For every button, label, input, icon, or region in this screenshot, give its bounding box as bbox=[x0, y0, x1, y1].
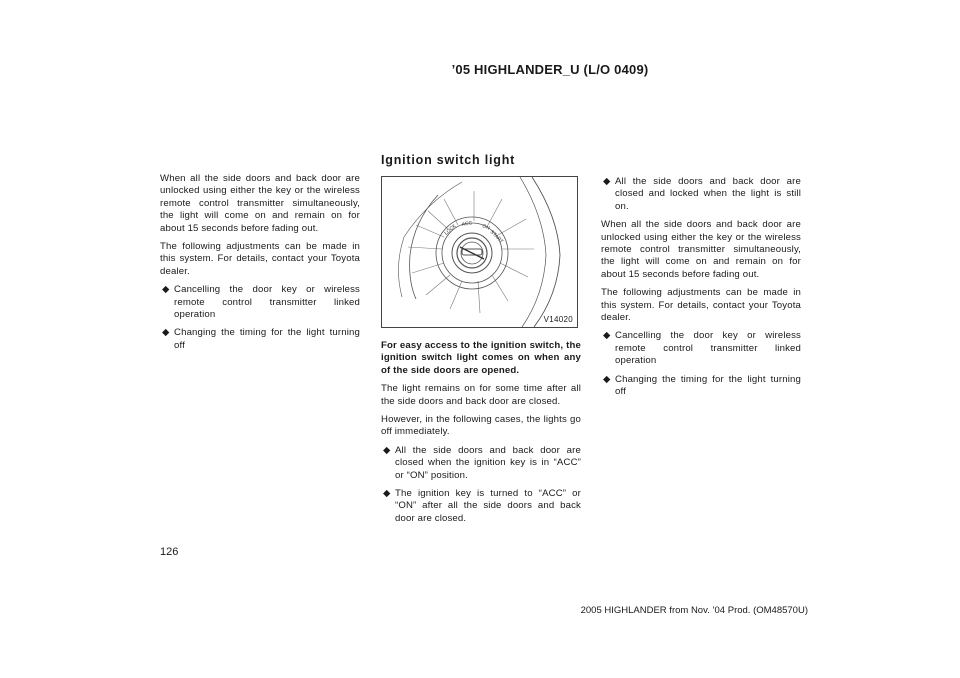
list-item-text: Cancelling the door key or wireless remote control transmitter linked operation bbox=[174, 284, 360, 321]
section-title: Ignition switch light bbox=[381, 153, 516, 167]
document-header: ’05 HIGHLANDER_U (L/O 0409) bbox=[451, 62, 649, 77]
right-column bbox=[601, 176, 801, 405]
document-footer: 2005 HIGHLANDER from Nov. ’04 Prod. (OM48570U) bbox=[580, 605, 808, 616]
diamond-bullet-icon: ◆ bbox=[162, 284, 170, 296]
lead-paragraph: For easy access to the ignition switch, the ignition switch light comes on when any of the side doors are opened. bbox=[381, 340, 581, 376]
ignition-switch-illustration bbox=[382, 177, 577, 327]
diamond-bullet-icon: ◆ bbox=[383, 488, 391, 500]
left-paragraph-1: When all the side doors and back door are unlocked using either the key or the wireless remote control transmitter simultaneously, the light will come on and remain on for about 15 seconds before fading out. bbox=[160, 173, 360, 234]
diamond-bullet-icon: ◆ bbox=[383, 444, 391, 456]
right-paragraph-2: The following adjustments can be made in this system. For details, contact your Toyota dealer. bbox=[601, 287, 801, 324]
list-item bbox=[160, 284, 360, 321]
left-column bbox=[160, 173, 360, 358]
list-item-text: The ignition key is turned to “ACC” or “ON” after all the side doors and back door are closed. bbox=[395, 488, 581, 524]
middle-column bbox=[381, 340, 581, 531]
on-position-label: ON bbox=[481, 223, 491, 232]
list-item-text: Cancelling the door key or wireless remote control transmitter linked operation bbox=[615, 330, 801, 367]
list-item-text: Changing the timing for the light turning off bbox=[174, 327, 360, 351]
middle-bullet-list bbox=[381, 445, 581, 525]
list-item bbox=[601, 330, 801, 367]
page-number: 126 bbox=[160, 546, 179, 558]
diamond-bullet-icon: ◆ bbox=[603, 176, 611, 187]
left-bullet-list bbox=[160, 284, 360, 352]
lock-position-label: LOCK bbox=[443, 223, 458, 237]
left-paragraph-2: The following adjustments can be made in this system. For details, contact your Toyota dealer. bbox=[160, 241, 360, 277]
list-item bbox=[381, 488, 581, 525]
figure-code: V14020 bbox=[543, 315, 573, 324]
list-item bbox=[160, 327, 360, 352]
ignition-switch-figure bbox=[381, 176, 578, 328]
middle-paragraph-2: However, in the following cases, the lights go off immediately. bbox=[381, 414, 581, 438]
middle-paragraph-1: The light remains on for some time after all the side doors and back door are closed. bbox=[381, 383, 581, 407]
right-top-bullet-list bbox=[601, 176, 801, 213]
diamond-bullet-icon: ◆ bbox=[603, 330, 611, 342]
list-item bbox=[601, 374, 801, 399]
right-paragraph-1: When all the side doors and back door are unlocked using either the key or the wireless remote control transmitter simultaneously, the light will come on and remain on for about 15 seconds before fading out. bbox=[601, 219, 801, 280]
list-item-text: Changing the timing for the light turning off bbox=[615, 373, 801, 398]
acc-position-label: ACC bbox=[461, 220, 473, 228]
diamond-bullet-icon: ◆ bbox=[603, 373, 611, 385]
list-item bbox=[601, 176, 801, 213]
list-item bbox=[381, 445, 581, 482]
list-item-text: All the side doors and back door are closed when the ignition key is in “ACC” or “ON” position. bbox=[395, 444, 581, 481]
diamond-bullet-icon: ◆ bbox=[162, 327, 170, 339]
right-bullet-list bbox=[601, 330, 801, 398]
start-position-label: START bbox=[488, 229, 505, 245]
list-item-text: All the side doors and back door are closed and locked when the light is still on. bbox=[615, 176, 801, 212]
